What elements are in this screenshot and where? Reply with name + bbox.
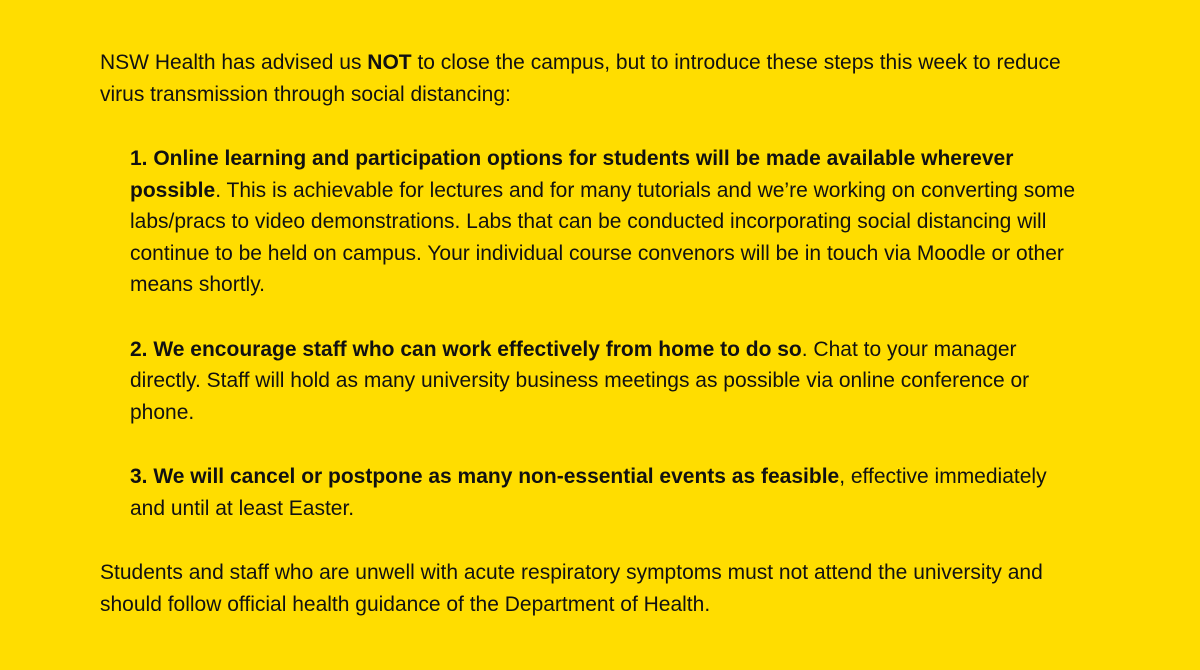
step-1-heading: 1. Online learning and participation options for students will be made available wherever possible [130,147,1014,202]
step-3-text: , effective immediately and until at least Easter. [130,465,1047,520]
closing-paragraph: Students and staff who are unwell with acute respiratory symptoms must not attend the university and should follow official health guidance of the Department of Health. [100,561,1043,616]
intro-paragraph [100,47,1090,110]
step-item-work-from-home [130,334,1080,429]
step-1-text: . This is achievable for lectures and for many tutorials and we’re working on converting some labs/pracs to video demonstrations. Labs that can be conducted incorporating social distancing will continue to be held on campus. Your individual course convenors will be in touch via Moodle or other means shortly. [130,178,1076,296]
step-2-text: . Chat to your manager directly. Staff will hold as many university business meetings as possible via online conference or phone. [130,337,1030,424]
step-item-cancel-events [130,461,1080,524]
step-item-online-learning [130,143,1080,301]
step-2-heading: 2. We encourage staff who can work effectively from home to do so [130,337,802,361]
steps-list [130,143,1080,524]
intro-text-start: NSW Health has advised us [100,51,368,74]
intro-emphasis-not: NOT [367,51,412,74]
step-3-heading: 3. We will cancel or postpone as many non-essential events as feasible [130,465,840,488]
intro-text-end: to close the campus, but to introduce these steps this week to reduce virus transmission through social distancing: [100,51,1061,106]
